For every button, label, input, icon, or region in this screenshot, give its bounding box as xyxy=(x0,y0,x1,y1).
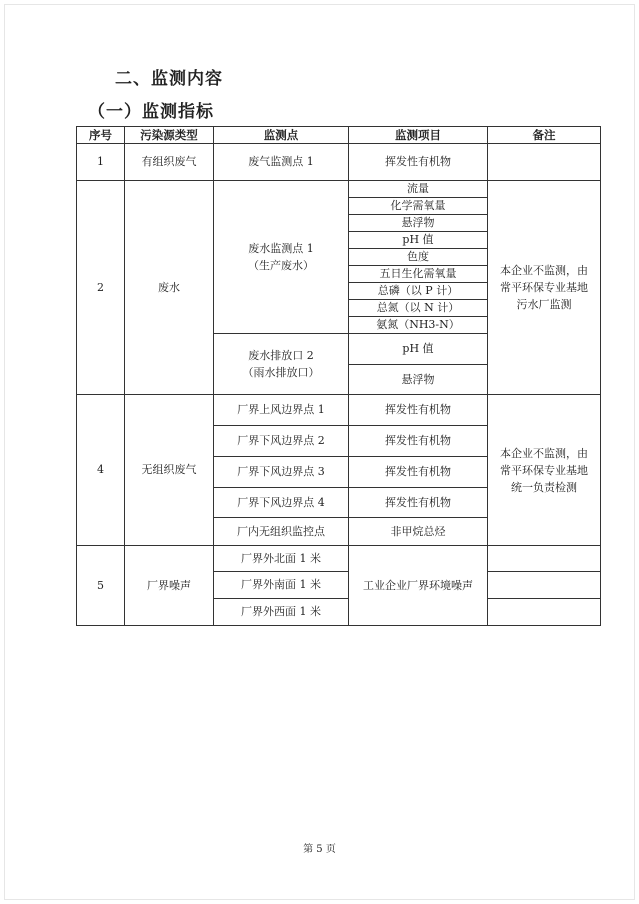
monitoring-point: 废水监测点 1 （生产废水） xyxy=(214,181,349,334)
row-number: 2 xyxy=(77,181,125,395)
monitoring-table xyxy=(76,126,601,626)
monitoring-item: 挥发性有机物 xyxy=(349,488,488,518)
page-number: 第 5 页 xyxy=(303,844,336,855)
remark: 本企业不监测，由常平环保专业基地统一负责检测 xyxy=(488,395,601,546)
header-cell: 污染源类型 xyxy=(125,127,214,144)
table-header-row xyxy=(77,127,601,144)
table-row xyxy=(77,395,601,426)
monitoring-item: 五日生化需氧量 xyxy=(349,266,488,283)
header-cell: 序号 xyxy=(77,127,125,144)
subsection-heading: （一）监测指标 xyxy=(88,102,214,122)
monitoring-item: 悬浮物 xyxy=(349,365,488,395)
monitoring-point: 厂界外西面 1 米 xyxy=(214,599,349,626)
monitoring-item: 总磷（以 P 计） xyxy=(349,283,488,300)
remark: 本企业不监测，由常平环保专业基地污水厂监测 xyxy=(488,181,601,395)
table-row xyxy=(77,144,601,181)
source-type: 厂界噪声 xyxy=(125,546,214,626)
monitoring-item: 挥发性有机物 xyxy=(349,395,488,426)
monitoring-item: 挥发性有机物 xyxy=(349,144,488,181)
monitoring-point: 厂内无组织监控点 xyxy=(214,518,349,546)
monitoring-point: 废气监测点 1 xyxy=(214,144,349,181)
monitoring-point: 厂界外北面 1 米 xyxy=(214,546,349,572)
remark xyxy=(488,144,601,181)
monitoring-point: 厂界上风边界点 1 xyxy=(214,395,349,426)
source-type: 有组织废气 xyxy=(125,144,214,181)
header-cell: 备注 xyxy=(488,127,601,144)
section-heading: 二、监测内容 xyxy=(115,69,223,89)
header-cell: 监测点 xyxy=(214,127,349,144)
monitoring-item: pH 值 xyxy=(349,232,488,249)
monitoring-item: 挥发性有机物 xyxy=(349,426,488,457)
monitoring-item: 流量 xyxy=(349,181,488,198)
source-type: 无组织废气 xyxy=(125,395,214,546)
table-row xyxy=(77,546,601,572)
source-type: 废水 xyxy=(125,181,214,395)
monitoring-item: pH 值 xyxy=(349,334,488,365)
monitoring-point: 厂界下风边界点 4 xyxy=(214,488,349,518)
monitoring-item: 挥发性有机物 xyxy=(349,457,488,488)
monitoring-item: 非甲烷总烃 xyxy=(349,518,488,546)
monitoring-item: 色度 xyxy=(349,249,488,266)
monitoring-item: 总氮（以 N 计） xyxy=(349,300,488,317)
monitoring-point: 废水排放口 2 （雨水排放口） xyxy=(214,334,349,395)
row-number: 4 xyxy=(77,395,125,546)
monitoring-point: 厂界外南面 1 米 xyxy=(214,572,349,599)
row-number: 5 xyxy=(77,546,125,626)
row-number: 1 xyxy=(77,144,125,181)
monitoring-item: 悬浮物 xyxy=(349,215,488,232)
remark xyxy=(488,546,601,572)
remark xyxy=(488,599,601,626)
monitoring-point: 厂界下风边界点 2 xyxy=(214,426,349,457)
monitoring-point: 厂界下风边界点 3 xyxy=(214,457,349,488)
remark xyxy=(488,572,601,599)
header-cell: 监测项目 xyxy=(349,127,488,144)
table-row xyxy=(77,181,601,198)
monitoring-item: 化学需氧量 xyxy=(349,198,488,215)
monitoring-item: 工业企业厂界环境噪声 xyxy=(349,546,488,626)
monitoring-item: 氨氮（NH3-N） xyxy=(349,317,488,334)
